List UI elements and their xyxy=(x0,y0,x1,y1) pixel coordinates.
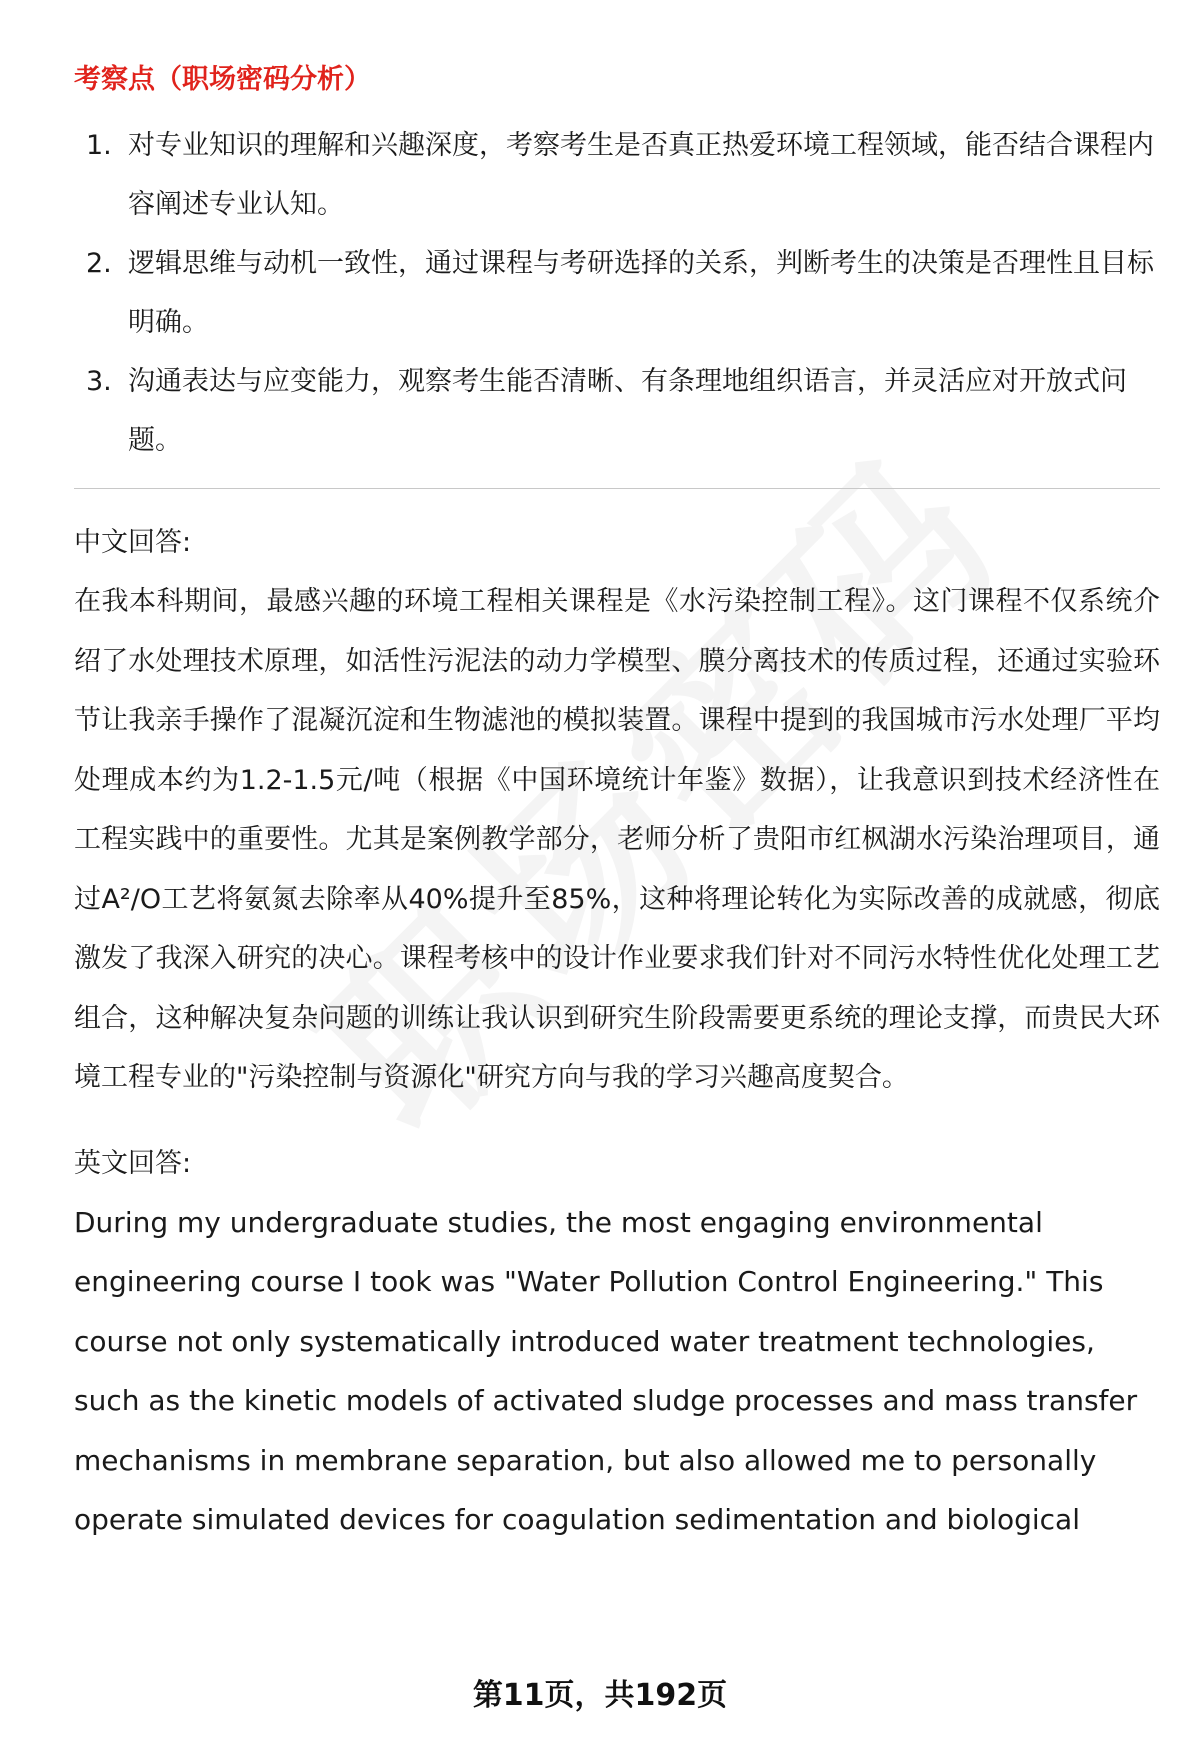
page-number-footer: 第11页，共192页 xyxy=(472,1678,728,1713)
spacer xyxy=(74,1108,1160,1134)
list-item xyxy=(74,352,1160,470)
chinese-answer-label: 中文回答: xyxy=(74,527,192,558)
list-item-text: 逻辑思维与动机一致性，通过课程与考研选择的关系，判断考生的决策是否理性且目标明确。 xyxy=(128,248,1154,338)
section-title: 考察点（职场密码分析） xyxy=(74,64,371,95)
english-answer-paragraph: During my undergraduate studies, the most engaging environmental engineering course I took was "Water Pollution Control Engineering." This course not only systematically introduced water treatment technologies, such as the kinetic models of activated sludge processes and mass transfer mechanisms in membrane separation, but also allowed me to personally operate simulated devices for coagulation sedimentation and biological xyxy=(74,1205,1138,1536)
list-item-number: 1. xyxy=(86,130,112,161)
list-item-number: 3. xyxy=(86,366,112,397)
divider xyxy=(74,488,1160,489)
list-item-number: 2. xyxy=(86,248,112,279)
assessment-points-list xyxy=(74,116,1160,470)
list-item-text: 沟通表达与应变能力，观察考生能否清晰、有条理地组织语言，并灵活应对开放式问题。 xyxy=(128,366,1127,456)
list-item xyxy=(74,234,1160,352)
list-item xyxy=(74,116,1160,234)
english-answer-label: 英文回答: xyxy=(74,1147,192,1179)
chinese-answer-paragraph: 在我本科期间，最感兴趣的环境工程相关课程是《水污染控制工程》。这门课程不仅系统介绍了水处理技术原理，如活性污泥法的动力学模型、膜分离技术的传质过程，还通过实验环节让我亲手操作了混凝沉淀和生物滤池的模拟装置。课程中提到的我国城市污水处理厂平均处理成本约为1.2-1.5元/吨（根据《中国环境统计年鉴》数据），让我意识到技术经济性在工程实践中的重要性。尤其是案例教学部分，老师分析了贵阳市红枫湖水污染治理项目，通过A²/O工艺将氨氮去除率从40%提升至85%，这种将理论转化为实际改善的成就感，彻底激发了我深入研究的决心。课程考核中的设计作业要求我们针对不同污水特性优化处理工艺组合，这种解决复杂问题的训练让我认识到研究生阶段需要更系统的理论支撑，而贵民大环境工程专业的"污染控制与资源化"研究方向与我的学习兴趣高度契合。 xyxy=(74,586,1160,1093)
list-item-text: 对专业知识的理解和兴趣深度，考察考生是否真正热爱环境工程领域，能否结合课程内容阐述专业认知。 xyxy=(128,130,1154,220)
document-page xyxy=(74,58,1160,1550)
